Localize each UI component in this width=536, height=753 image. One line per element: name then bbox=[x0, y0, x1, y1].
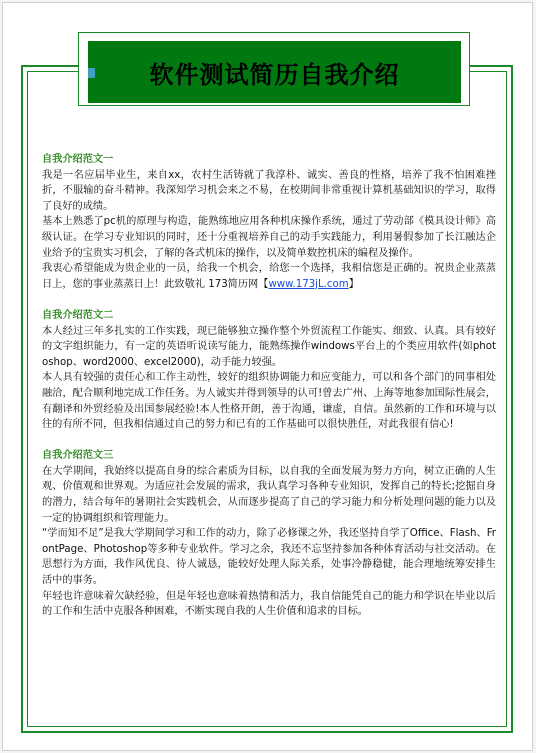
paragraph: 我是一名应届毕业生，来自xx，农村生活铸就了我淳朴、诚实、善良的性格，培养了我不怕困难挫折，不服输的奋斗精神。我深知学习机会来之不易，在校期间非常重视计算机基础知识的学习，取得了良好的成绩。 bbox=[42, 169, 496, 212]
title-accent-mark bbox=[88, 68, 95, 78]
title-banner bbox=[88, 41, 461, 103]
paragraph: 本人经过三年多扎实的工作实践，现已能够独立操作整个外贸流程工作能实、细致、认真。具有较好的文字组织能力，有一定的英语听说读写能力，能熟练操作windows平台上的个类应用软件(如photoshop、word2000、excel2000)，动手能力较强。 bbox=[42, 325, 496, 368]
paragraph: 在大学期间，我始终以提高自身的综合素质为目标，以自我的全面发展为努力方向，树立正确的人生观、价值观和世界观。为适应社会发展的需求，我认真学习各种专业知识，发挥自己的特长;挖掘自身的潜力，结合每年的暑期社会实践机会，从而逐步提高了自己的学习能力和分析处理问题的能力以及一定的协调组织和管理能力。 bbox=[42, 465, 496, 524]
page-title: 软件测试简历自我介绍 bbox=[149, 60, 400, 89]
section-1 bbox=[42, 152, 496, 292]
paragraph-text: 我衷心希望能成为贵企业的一员，给我一个机会，给您一个选择，我相信您是正确的。祝贵企业蒸蒸日上，您的事业蒸蒸日上！此致敬礼 173简历网【 bbox=[42, 263, 496, 290]
paragraph: 基本上熟悉了pc机的原理与构造，能熟练地应用各种机床操作系统，通过了劳动部《模具设计师》高级认证。在学习专业知识的同时，还十分重视培养自己的动手实践能力，利用暑假参加了长江融达企业给予的宝贵实习机会，了解的各式机床的操作，以及简单数控机床的编程及操作。 bbox=[42, 216, 496, 259]
paragraph: 年轻也许意味着欠缺经验，但是年轻也意味着热情和活力，我自信能凭自己的能力和学识在毕业以后的工作和生活中克服各种困难，不断实现自我的人生价值和追求的目标。 bbox=[42, 590, 496, 618]
link-suffix: 】 bbox=[348, 278, 359, 290]
paragraph: “学而知不足”是我大学期间学习和工作的动力，除了必修课之外，我还坚持自学了Office、Flash、FrontPage、Photoshop等多种专业软件。学习之余，我还不忘坚持参加各种体育活动与社交活动。在思想行为方面，我作风优良、待人诚恳，能较好处理人际关系，处事冷静稳健，能合理地统筹安排生活中的事务。 bbox=[42, 528, 496, 587]
paragraph: 本人具有较强的责任心和工作主动性，较好的组织协调能力和应变能力，可以和各个部门的同事相处融洽，配合顺利地完成工作任务。为人诚实并得到领导的认可!曾去广州、上海等地参加国际性展会，有翻译和外贸经验及出国参展经验!本人性格开朗，善于沟通，谦虚，自信。虽然新的工作和环境与以往的有所不同，但我相信通过自己的努力和已有的工作基础可以很快胜任，对此我很有信心! bbox=[42, 372, 496, 431]
website-link[interactable]: www.173jL.com bbox=[268, 278, 349, 290]
section-heading: 自我介绍范文二 bbox=[42, 309, 114, 321]
paragraph-with-link bbox=[42, 261, 496, 292]
section-heading: 自我介绍范文一 bbox=[42, 154, 114, 165]
section-2 bbox=[42, 308, 496, 433]
section-3 bbox=[42, 448, 496, 620]
section-heading: 自我介绍范文三 bbox=[42, 450, 114, 462]
document-body bbox=[42, 152, 496, 635]
